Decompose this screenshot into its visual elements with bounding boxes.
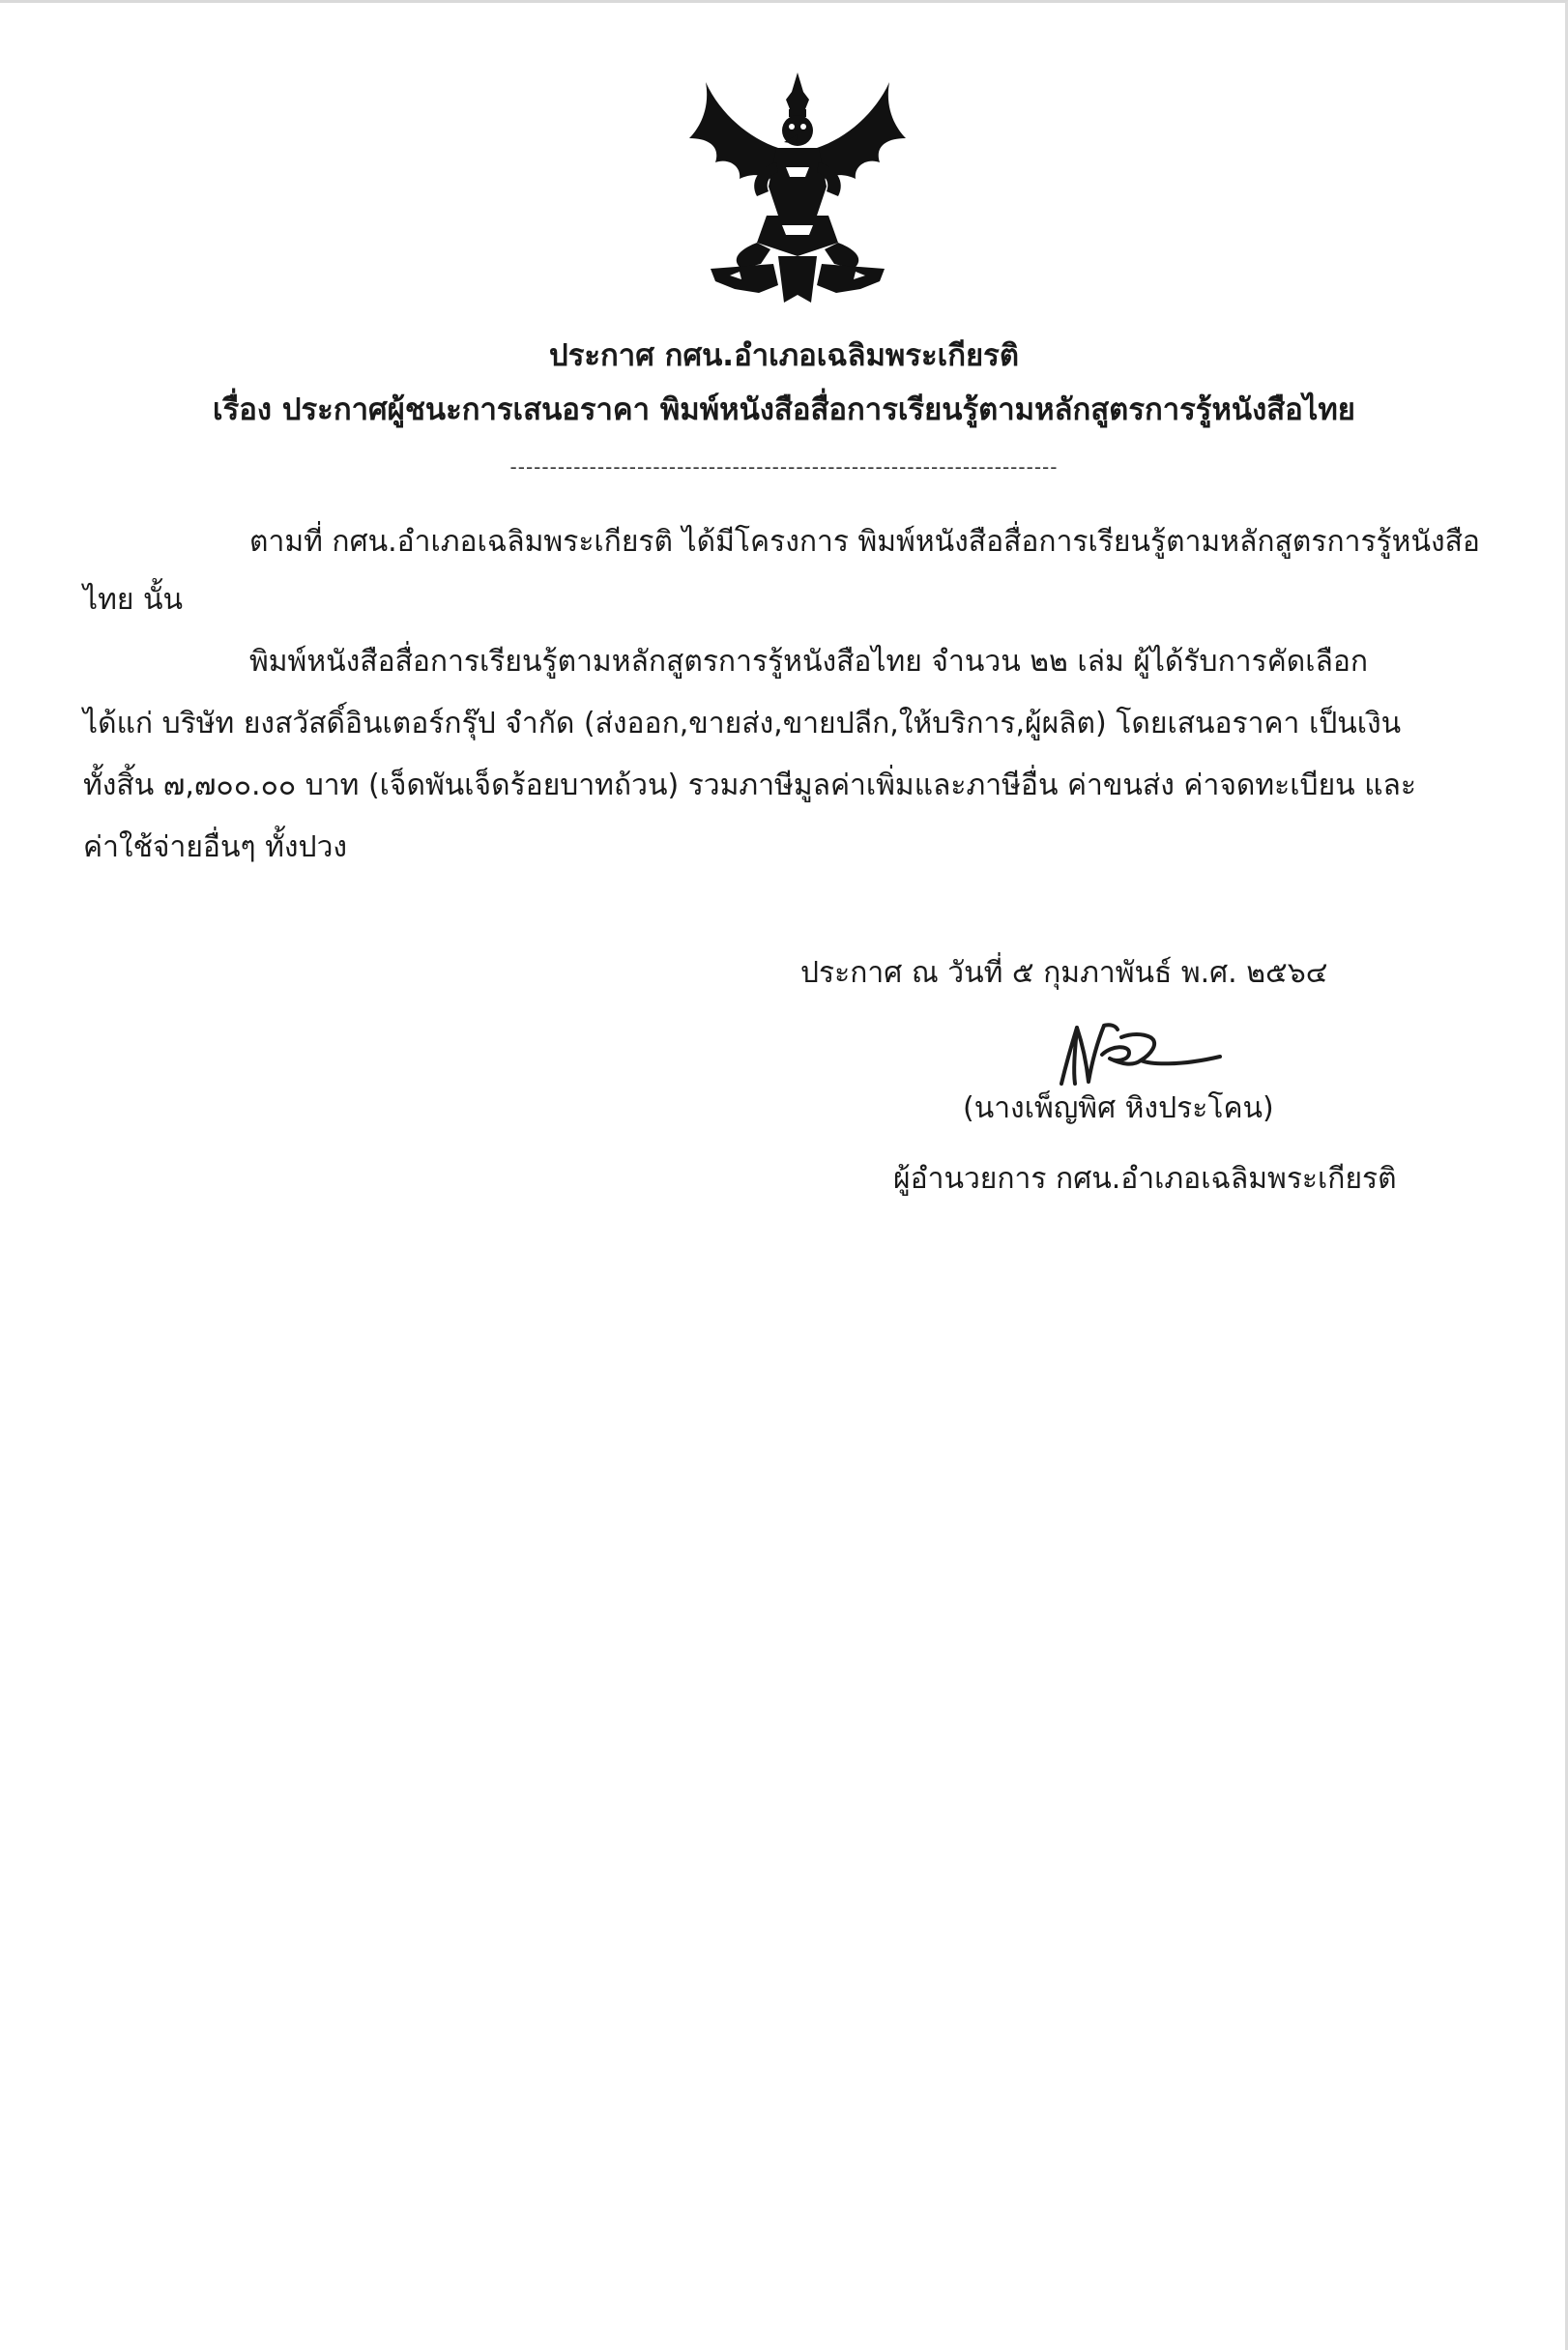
announcement-date: ประกาศ ณ วันที่ ๕ กุมภาพันธ์ พ.ศ. ๒๕๖๔ [800,956,1328,990]
signer-position: ผู้อำนวยการ กศน.อำเภอเฉลิมพระเกียรติ [893,1162,1397,1196]
document-subject: เรื่อง ประกาศผู้ชนะการเสนอราคา พิมพ์หนังสือสื่อการเรียนรู้ตามหลักสูตรการรู้หนังสือไทย [213,392,1355,427]
document-title: ประกาศ กศน.อำเภอเฉลิมพระเกียรติ [549,338,1019,373]
header-divider: --------------------------------------------------------------------- [509,455,1059,479]
garuda-emblem-icon [682,71,914,307]
signer-name: (นางเพ็ญพิศ หิงประโคน) [963,1091,1274,1125]
paragraph-2-line-2: ได้แก่ บริษัท ยงสวัสดิ์อินเตอร์กรุ๊ป จำกัด (ส่งออก,ขายส่ง,ขายปลีก,ให้บริการ,ผู้ผลิต) โดยเสนอราคา เป็นเงิน [83,707,1402,740]
paragraph-2-line-4: ค่าใช้จ่ายอื่นๆ ทั้งปวง [83,830,348,864]
paragraph-2-line-1: พิมพ์หนังสือสื่อการเรียนรู้ตามหลักสูตรการรู้หนังสือไทย จำนวน ๒๒ เล่ม ผู้ได้รับการคัดเลือก [249,645,1369,679]
paragraph-1-line-2: ไทย นั้น [83,583,183,617]
paragraph-2-line-3: ทั้งสิ้น ๗,๗๐๐.๐๐ บาท (เจ็ดพันเจ็ดร้อยบาทถ้วน) รวมภาษีมูลค่าเพิ่มและภาษีอื่น ค่าขนส่ง ค่าจดทะเบียน และ [83,769,1417,802]
paragraph-1-line-1: ตามที่ กศน.อำเภอเฉลิมพระเกียรติ ได้มีโครงการ พิมพ์หนังสือสื่อการเรียนรู้ตามหลักสูตรการรู้หนังสือ [249,525,1480,559]
handwritten-signature-icon [1054,1016,1237,1093]
